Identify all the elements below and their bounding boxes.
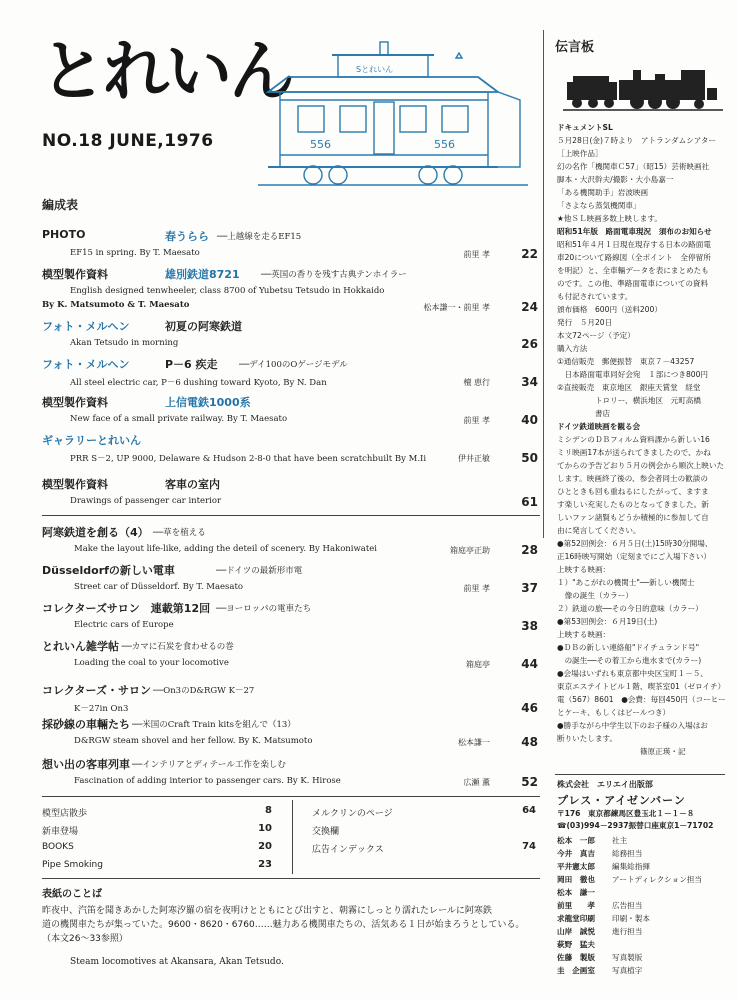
staff-role: 印刷・製本 — [612, 914, 650, 923]
index-page: 10 — [258, 823, 272, 834]
toc-title: 採砂線の車輛たち — [42, 718, 130, 731]
board-line: ●第53回例会：６月19日(土) — [557, 617, 658, 626]
roof-sign: Sとれいん — [356, 65, 394, 74]
caboose-illustration — [258, 40, 538, 190]
toc-description: Street car of Düsseldorf. By T. Maesato — [74, 582, 244, 592]
toc-title: 春うらら — [165, 230, 209, 243]
staff-name: 今井 真吉 — [557, 849, 595, 858]
board-line: 東京エステイトビル１階、喫茶室01（ゼロイチ） — [557, 682, 726, 691]
toc-title: 阿寒鉄道を創る（4） — [42, 526, 149, 539]
toc-subtitle: ──On3のD&RGW K－27 — [153, 686, 255, 696]
toc-subtitle: ──米国のCraft Train kitsを組んで（13） — [132, 720, 296, 730]
section-divider — [42, 796, 540, 797]
toc-author: 前里 孝 — [463, 416, 490, 425]
toc-description: Loading the coal to your locomotive — [74, 658, 229, 668]
toc-page-number: 48 — [521, 735, 538, 749]
issue-number: NO.18 JUNE,1976 — [42, 131, 214, 151]
toc-description-authors: By K. Matsumoto & T. Maesato — [42, 300, 190, 310]
board-line: の誕生──その着工から進水まで(カラー) — [557, 656, 702, 665]
staff-role: 広告担当 — [612, 901, 643, 910]
toc-title: コレクターズサロン 連載第12回 — [42, 602, 211, 615]
toc-author: 箱庭亭正助 — [450, 546, 490, 555]
toc-subtitle: ──ヨーロッパの電車たち — [216, 604, 312, 614]
car-number-left: 556 — [310, 138, 331, 151]
toc-author: 広瀬 薫 — [463, 778, 490, 787]
toc-heading: 編成表 — [42, 198, 79, 212]
index-label: メルクリンのページ — [312, 809, 393, 819]
toc-page-number: 52 — [521, 775, 538, 789]
board-line: 車20について路線図（全ポイント 全停留所 — [557, 253, 711, 262]
board-line: ひとときも回も重ねるにしたがって、ますま — [557, 487, 709, 496]
toc-subtitle: ──デイ100のOゲージモデル — [239, 360, 348, 370]
toc-page-number: 61 — [521, 495, 538, 509]
toc-subtitle: ──カマに石炭を食わせるの巻 — [121, 642, 234, 652]
toc-subtitle: ──ドイツの最新形市電 — [216, 566, 303, 576]
index-page: 8 — [265, 805, 272, 816]
staff-name: 前里 孝 — [557, 901, 595, 910]
toc-title: 雄別鉄道8721 — [165, 268, 240, 281]
toc-description: New face of a small private railway. By T. Maesato — [70, 414, 288, 424]
toc-page-number: 24 — [521, 300, 538, 314]
toc-author: 前里 孝 — [463, 584, 490, 593]
toc-description: PRR S－2, UP 9000, Delaware & Hudson 2-8-0 that have been scratchbuilt By M.Ii — [70, 454, 427, 464]
board-line: 像の誕生（カラー） — [557, 591, 633, 600]
index-label: 新車登場 — [42, 827, 79, 837]
toc-page-number: 46 — [521, 701, 538, 715]
caboose-window — [340, 106, 366, 132]
toc-category: ギャラリーとれいん — [42, 434, 141, 447]
toc-description: English designed tenwheeler, class 8700 of Yubetsu Tetsudo in Hokkaido — [70, 286, 385, 296]
index-label: 交換欄 — [312, 827, 340, 837]
staff-name: 松本 一郎 — [557, 836, 595, 845]
index-page: 64 — [522, 805, 536, 816]
staff-role: 総務担当 — [612, 849, 643, 858]
toc-page-number: 26 — [521, 337, 538, 351]
toc-category: 模型製作資料 — [42, 478, 108, 491]
staff-name: 圭 企画室 — [557, 966, 595, 975]
toc-author: 伊井正敏 — [458, 454, 490, 463]
cover-text-1: 昨夜中、汽笛を聞きあかした阿寒汐羅の宿を夜明けとともにとび出すと、朝霧にしっとり濡れたレールに阿寒鉄 — [42, 906, 492, 916]
index-label: 模型店散歩 — [42, 809, 88, 819]
toc-page-number: 34 — [521, 375, 538, 389]
toc-page-number: 40 — [521, 413, 538, 427]
index-page: 74 — [522, 841, 536, 852]
toc-title: 上信電鉄1000系 — [165, 396, 251, 409]
staff-name: 平井憲太郎 — [557, 862, 595, 871]
wheel — [329, 166, 347, 184]
publisher-divider — [555, 774, 725, 775]
board-line: 電（567）8601 ●会費：毎回450円（コーヒー — [557, 695, 726, 704]
column-divider — [543, 30, 544, 538]
board-line: ②直接販売 東京地区 銀座天賞堂 経堂 — [557, 383, 701, 392]
toc-author: 箱庭亭 — [466, 660, 490, 669]
board-line: 頒布価格 600円（送料200） — [557, 305, 662, 314]
section-divider — [42, 878, 540, 879]
toc-category: 模型製作資料 — [42, 268, 108, 281]
board-line: 上映する映画： — [557, 565, 611, 574]
toc-author: 松本謙一 — [458, 738, 490, 747]
board-line: ミリ映画17本が送られてきましたので、かね — [557, 448, 711, 457]
toc-subtitle: ──上越線を走るEF15 — [217, 232, 302, 242]
toc-category: 模型製作資料 — [42, 396, 108, 409]
board-line: ★他ＳＬ映画多数上映します。 — [557, 214, 662, 223]
board-line: ●ＤＢの新しい連絡船"ドイチュランド号" — [557, 643, 700, 652]
toc-description: Akan Tetsudo in morning — [70, 338, 179, 348]
board-line: １）"あこがれの機関士"──新しい機関士 — [557, 578, 695, 587]
toc-title: 想い出の客車列車 — [42, 758, 130, 771]
toc-author: 前里 孝 — [463, 250, 490, 259]
staff-role: 写真製版 — [612, 953, 643, 962]
toc-title: 客車の室内 — [165, 478, 220, 491]
board-line: とケーキ、もしくはビールつき） — [557, 708, 671, 717]
toc-description: Electric cars of Europe — [74, 620, 174, 630]
caboose-window — [298, 106, 324, 132]
board-line: 本文72ページ（予定） — [557, 331, 635, 340]
publisher-address: 〒176 東京都練馬区豊玉北１－１－８ — [557, 809, 695, 818]
staff-role: 写真植字 — [612, 966, 643, 975]
board-line: 書店 — [557, 409, 611, 418]
caboose-body — [280, 92, 488, 167]
board-line: しいファン諸賢もどうか積極的に参加して自 — [557, 513, 709, 522]
board-line: す楽しい充実したものとなってきました。新 — [557, 500, 709, 509]
publisher-name: プレス・アイゼンバーン — [557, 794, 686, 807]
toc-title: Düsseldorfの新しい電車 — [42, 564, 175, 577]
toc-page-number: 37 — [521, 581, 538, 595]
wheel — [444, 166, 462, 184]
board-line: 「ある機関助手」岩波映画 — [557, 188, 649, 197]
toc-title: 初夏の阿寒鉄道 — [165, 320, 242, 333]
cover-text-en: Steam locomotives at Akansara, Akan Tetsudo. — [70, 957, 284, 967]
locomotive-silhouette-icon — [563, 66, 723, 112]
board-line: 正16時映写開始（定刻までにご入場下さい） — [557, 552, 711, 561]
toc-description: K－27in On3 — [74, 704, 129, 714]
board-section-heading: ドキュメントSL — [557, 123, 613, 132]
magazine-logo: とれいん — [40, 32, 292, 110]
board-line: します。映画終了後の、参会者同士の歓談の — [557, 474, 708, 483]
board-line: のです。この他、準路面電車についての資料 — [557, 279, 709, 288]
board-section-heading: 昭和51年版 路面電車現況 須布のお知らせ — [557, 227, 712, 236]
board-line: ●会場はいずれも東京都中央区宝町１－５、 — [557, 669, 708, 678]
caboose-door — [374, 102, 394, 154]
index-page: 20 — [258, 841, 272, 852]
staff-role: アートディレクション担当 — [612, 875, 702, 884]
wheel — [304, 166, 322, 184]
board-line: を明記）と、全車輛データを表にまとめたも — [557, 266, 709, 275]
board-heading: 伝言板 — [555, 40, 595, 55]
board-line: 幻の名作「機関車Ｃ57」（昭15）芸術映画社 — [557, 162, 710, 171]
toc-category: PHOTO — [42, 228, 86, 241]
staff-name: 岡田 徹也 — [557, 875, 595, 884]
toc-category: フォト・メルヘン — [42, 358, 130, 371]
index-label: 広告インデックス — [312, 845, 384, 855]
board-line: ５月28日(金)７時より アトランダムシアター — [557, 136, 717, 145]
board-line: ［上映作品］ — [557, 149, 603, 158]
board-line: も付記されています。 — [557, 292, 633, 301]
board-line: トロリー、横浜地区 元町高橋 — [557, 396, 701, 405]
index-label: Pipe Smoking — [42, 860, 103, 870]
staff-name: 山岸 誠悦 — [557, 927, 595, 936]
toc-subtitle: ──インテリアとディテール工作を楽しむ — [132, 760, 286, 770]
toc-description: Fascination of adding interior to passenger cars. By K. Hirose — [74, 776, 341, 786]
toc-subtitle: ──草を植える — [153, 528, 206, 538]
car-number-right: 556 — [434, 138, 455, 151]
board-line: 断りいたします。 — [557, 734, 618, 743]
toc-title: とれいん雑学帖 — [42, 640, 119, 653]
caboose-window — [400, 106, 426, 132]
toc-description: All steel electric car, P－6 dushing toward Kyoto, By N. Dan — [70, 378, 327, 388]
board-line: 脚本・大沢幹夫/撮影・大小島嘉一 — [557, 175, 674, 184]
board-line: ●勝手ながら中学生以下のお子様の入場はお — [557, 721, 708, 730]
publisher-tel: ☎(03)994－2937振替口座東京1－71702 — [557, 821, 714, 830]
toc-page-number: 22 — [521, 247, 538, 261]
board-line: ミシデンのＤＢフィルム資料課から新しい16 — [557, 435, 710, 444]
toc-page-number: 50 — [521, 451, 538, 465]
toc-page-number: 44 — [521, 657, 538, 671]
board-line: 篠原正瑛・記 — [640, 747, 686, 756]
board-line: 上映する映画： — [557, 630, 611, 639]
board-line: 購入方法 — [557, 344, 588, 353]
staff-name: 求龍堂印刷 — [557, 914, 595, 923]
cover-text-2: 道の機関車たちが集っていた。9600・8620・6760……魅力ある機関車たちの、活気ある１日が始まろうとしている。（本文26～33参照） — [42, 920, 525, 944]
staff-role: 進行担当 — [612, 927, 643, 936]
board-line: 由に発言してください。 — [557, 526, 641, 535]
board-line: てからの予告どおり５月の例会から順次上映いた — [557, 461, 725, 470]
toc-description: Make the layout life-like, adding the deteil of scenery. By Hakoniwatei — [74, 544, 378, 554]
board-section-heading: ドイツ鉄道映画を観る会 — [557, 422, 641, 431]
staff-role: 編集総指揮 — [612, 862, 650, 871]
toc-description: EF15 in spring. By T. Maesato — [70, 248, 200, 258]
board-line: 日本路面電車同好会宛 １部につき800円 — [557, 370, 709, 379]
toc-category: フォト・メルヘン — [42, 320, 130, 333]
index-page: 23 — [258, 859, 272, 870]
board-line: ２）鉄道の旅──その今日的意味（カラー） — [557, 604, 703, 613]
section-divider — [42, 515, 540, 516]
board-line: 発行 ５月20日 — [557, 318, 613, 327]
toc-description: D&RGW steam shovel and her fellow. By K. Matsumoto — [74, 736, 313, 746]
toc-description: Drawings of passenger car interior — [70, 496, 222, 506]
staff-role: 社主 — [612, 836, 628, 845]
staff-name: 萩野 猛夫 — [557, 940, 595, 949]
board-line: 「さよなら蒸気機関車」 — [557, 201, 641, 210]
toc-title: コレクターズ・サロン — [42, 684, 152, 697]
board-line: ①通信販売 郵便振替 東京７－43257 — [557, 357, 695, 366]
publisher-company: 株式会社 エリエイ出版部 — [557, 780, 653, 789]
cover-heading: 表紙のことば — [42, 889, 102, 900]
wheel — [419, 166, 437, 184]
board-line: 昭和51年４月１日現在現存する日本の路面電 — [557, 240, 711, 249]
board-line: ●第52回例会：６月５日(土)15時30分開場、 — [557, 539, 713, 548]
toc-subtitle: ──英国の香りを残す古典テンホイラー — [261, 270, 407, 280]
toc-author: 松本謙一・前里 孝 — [423, 303, 490, 312]
staff-name: 佐藤 製版 — [557, 953, 595, 962]
toc-page-number: 38 — [521, 619, 538, 633]
toc-page-number: 28 — [521, 543, 538, 557]
toc-title: P－6 疾走 — [165, 358, 218, 371]
index-label: BOOKS — [42, 842, 74, 852]
toc-author: 檀 恵行 — [463, 378, 490, 387]
staff-name: 松本 謙一 — [557, 888, 595, 897]
caboose-window — [442, 106, 468, 132]
